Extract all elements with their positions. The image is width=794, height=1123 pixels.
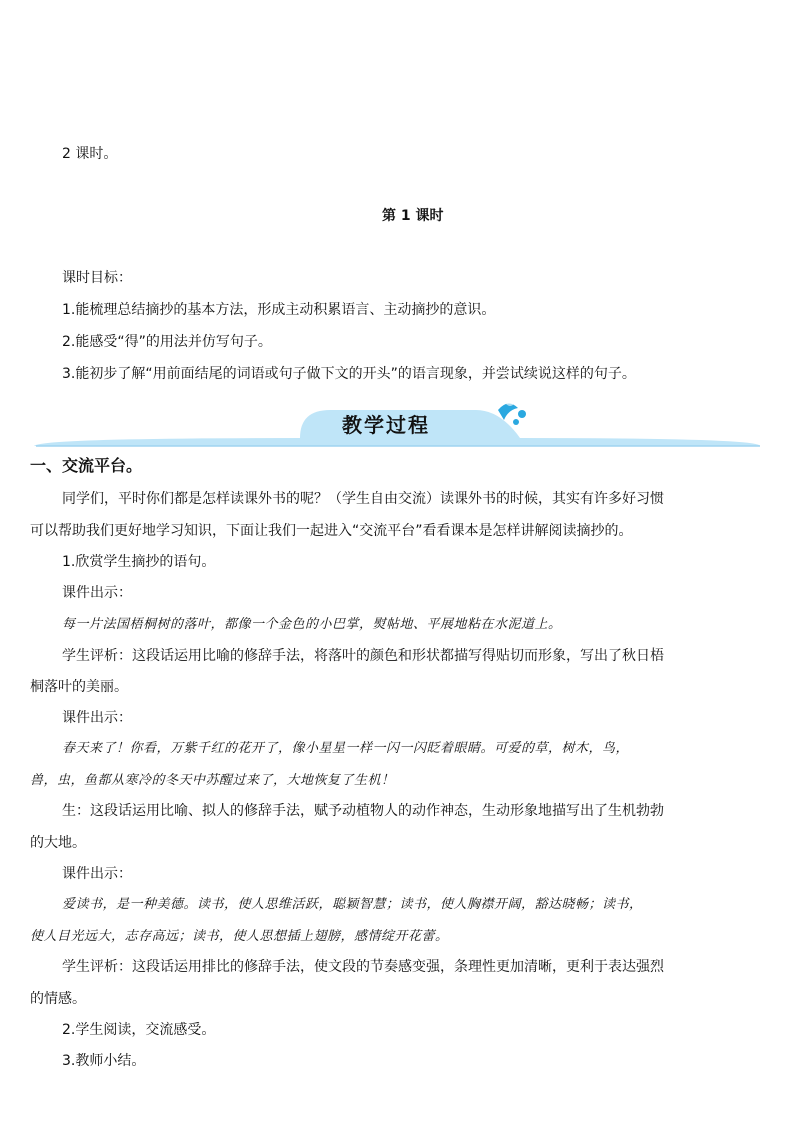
splash-dot-icon	[518, 410, 526, 418]
intro-paragraph-line: 可以帮助我们更好地学习知识，下面让我们一起进入“交流平台”看看课本是怎样讲解阅读摘抄的。	[30, 523, 633, 539]
period-count-text: 2 课时。	[62, 146, 118, 162]
quote-line: 春天来了！你看，万紫千红的花开了，像小星星一样一闪一闪眨着眼睛。可爱的草，树木，鸟，	[62, 741, 630, 756]
evaluation-line: 学生评析：这段话运用排比的修辞手法，使文段的节奏感变强，条理性更加清晰，更利于表达强烈	[62, 959, 664, 975]
evaluation-line: 学生评析：这段话运用比喻的修辞手法，将落叶的颜色和形状都描写得贴切而形象，写出了秋日梧	[62, 648, 664, 664]
splash-dot-icon	[513, 419, 519, 425]
quote-line: 使人目光远大，志存高远；读书，使人思想插上翅膀，感情绽开花蕾。	[30, 929, 449, 944]
evaluation-line: 的情感。	[30, 991, 86, 1007]
objective-item: 3.能初步了解“用前面结尾的词语或句子做下文的开头”的语言现象，并尝试续说这样的句子。	[62, 366, 636, 382]
banner-base-shape	[34, 438, 760, 446]
evaluation-line: 生：这段话运用比喻、拟人的修辞手法，赋予动植物人的动作神态，生动形象地描写出了生机勃勃	[62, 803, 664, 819]
evaluation-line: 桐落叶的美丽。	[30, 679, 128, 695]
objective-item: 2.能感受“得”的用法并仿写句子。	[62, 334, 272, 350]
quote-line: 每一片法国梧桐树的落叶，都像一个金色的小巴掌，熨帖地、平展地粘在水泥道上。	[62, 617, 562, 632]
lesson-title: 第 1 课时	[382, 208, 444, 224]
show-label: 课件出示：	[62, 585, 132, 601]
step-item: 3.教师小结。	[62, 1053, 146, 1069]
banner-label: 教学过程	[342, 413, 430, 437]
section-title: 一、交流平台。	[30, 456, 143, 475]
quote-line: 爱读书，是一种美德。读书，使人思维活跃，聪颖智慧；读书，使人胸襟开阔，豁达晓畅；读书，	[62, 897, 643, 912]
intro-paragraph-line: 同学们，平时你们都是怎样读课外书的呢？（学生自由交流）读课外书的时候，其实有许多好习惯	[62, 491, 664, 507]
step-item: 1.欣赏学生摘抄的语句。	[62, 554, 216, 570]
section-banner	[0, 396, 794, 456]
show-label: 课件出示：	[62, 866, 132, 882]
objective-item: 1.能梳理总结摘抄的基本方法，形成主动积累语言、主动摘抄的意识。	[62, 302, 496, 318]
quote-line: 兽，虫，鱼都从寒冷的冬天中苏醒过来了，大地恢复了生机！	[30, 773, 395, 788]
step-item: 2.学生阅读，交流感受。	[62, 1022, 216, 1038]
evaluation-line: 的大地。	[30, 835, 86, 851]
objectives-heading: 课时目标：	[62, 270, 132, 286]
splash-drop-icon	[498, 403, 518, 420]
show-label: 课件出示：	[62, 710, 132, 726]
